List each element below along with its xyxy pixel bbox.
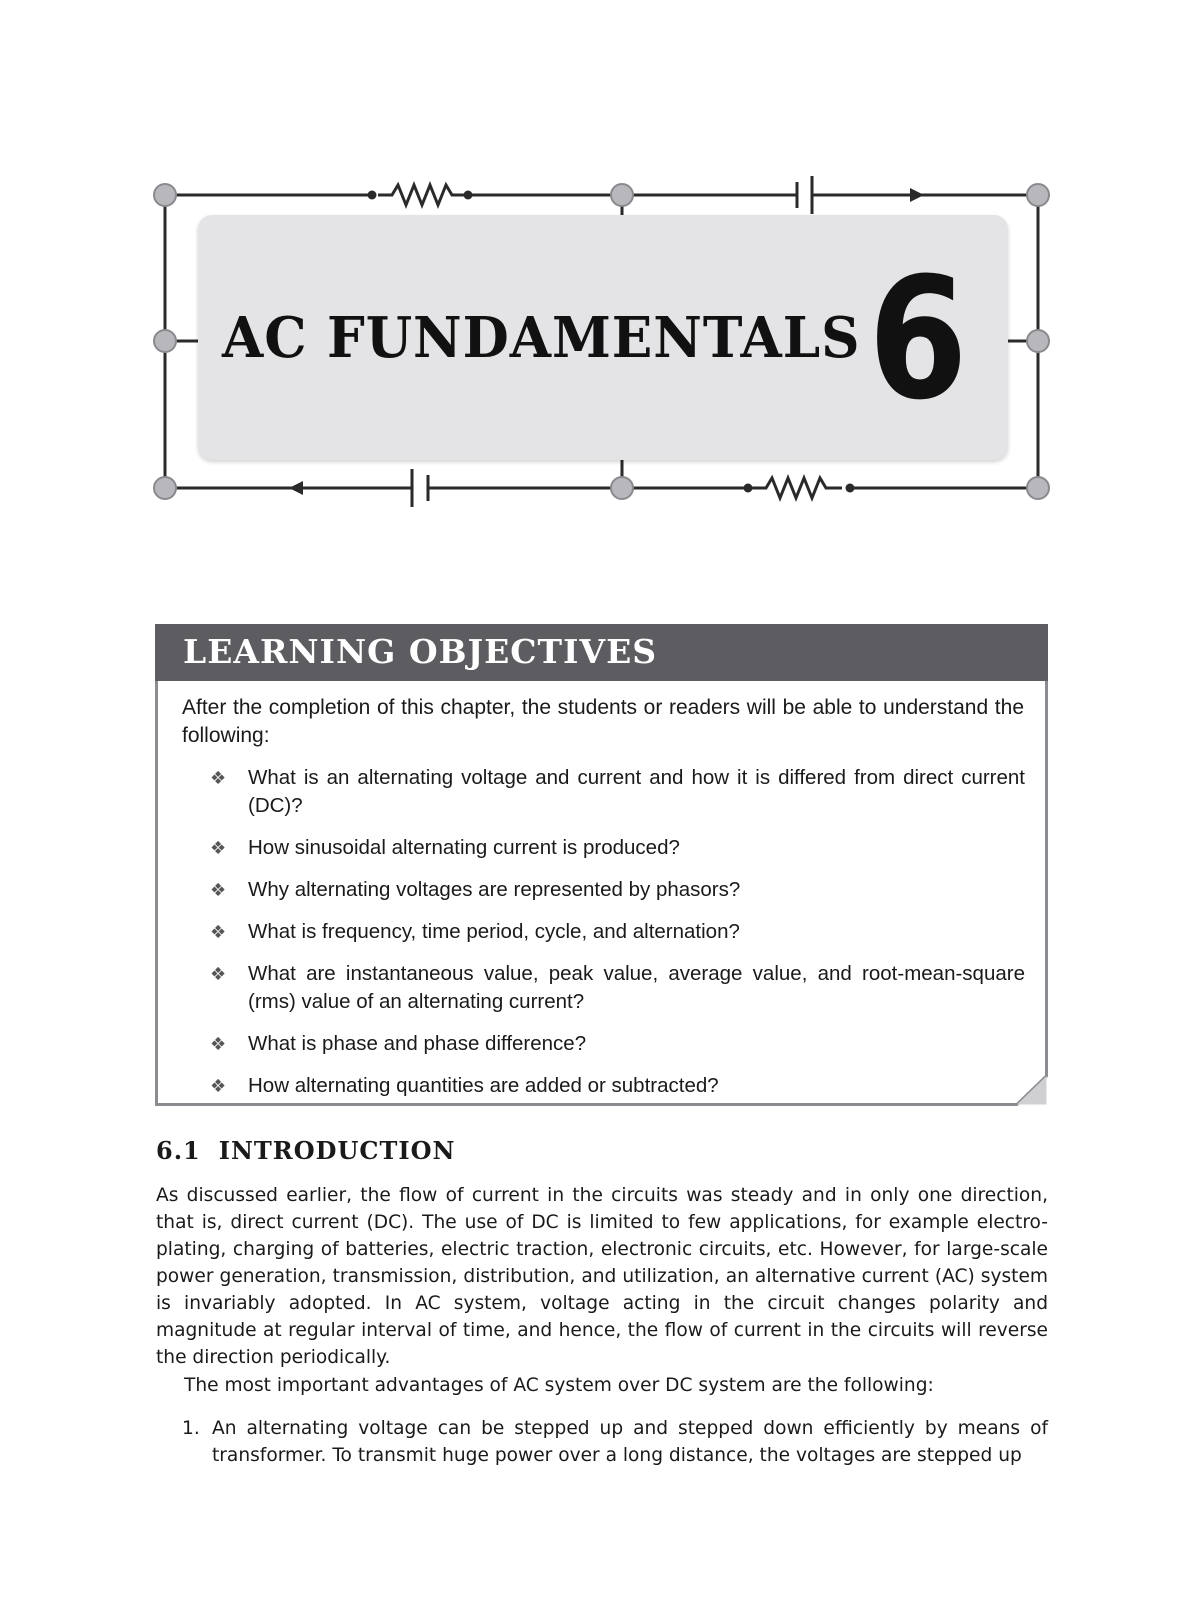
introduction-paragraph: As discussed earlier, the flow of current in the circuits was steady and in only one direction, that is, direct current (DC). The use of DC is limited to few applications, for example electro-plating, charging of batteries, electric traction, electronic circuits, etc. However, for large-scale power generation, transmission, distribution, and utilization, an alternative current (AC) system is invariably adopted. In AC system, voltage acting in the circuit changes polarity and magnitude at regular interval of time, and hence, the flow of current in the circuits will reverse the direction periodically. [156, 1185, 1048, 1368]
diamond-bullet-icon: ❖ [210, 1076, 227, 1097]
advantages-lead: The most important advantages of AC system over DC system are the following: [184, 1375, 934, 1396]
advantage-text: An alternating voltage can be stepped up and stepped down efficiently by means of transformer. To transmit huge power over a long distance, the voltages are stepped up [212, 1418, 1048, 1466]
node-bottom-right [1027, 477, 1049, 499]
node-mid-left [154, 330, 176, 352]
arrow-right-icon [910, 188, 924, 202]
objective-item [210, 1072, 1025, 1100]
objective-text: How alternating quantities are added or subtracted? [248, 1074, 719, 1097]
objective-item [210, 960, 1025, 1016]
diamond-bullet-icon: ❖ [210, 964, 227, 985]
section-number: 6.1 [156, 1136, 201, 1165]
objective-item [210, 918, 1025, 946]
objective-item [210, 876, 1025, 904]
objectives-intro: After the completion of this chapter, the students or readers will be able to understand the following: [182, 696, 1024, 747]
objective-text: How sinusoidal alternating current is produced? [248, 836, 680, 859]
node-top-right [1027, 184, 1049, 206]
section-title: INTRODUCTION [218, 1136, 456, 1165]
chapter-number: 6 [868, 241, 968, 437]
objective-text: What is frequency, time period, cycle, and alternation? [248, 920, 740, 943]
learning-objectives-box [155, 624, 1048, 1106]
objective-text: Why alternating voltages are represented by phasors? [248, 878, 741, 901]
arrow-left-icon [289, 481, 303, 495]
advantage-number: 1. [182, 1418, 200, 1439]
resistor-bottom [752, 478, 842, 498]
advantage-item [156, 1415, 1048, 1469]
diamond-bullet-icon: ❖ [210, 922, 227, 943]
objective-item [210, 834, 1025, 862]
objective-text: What is an alternating voltage and current and how it is differed from direct current (DC)? [248, 766, 1025, 817]
node-top-mid [611, 184, 633, 206]
objective-text: What is phase and phase difference? [248, 1032, 587, 1055]
chapter-title: AC FUNDAMENTALS [222, 305, 861, 371]
node-bottom-mid [611, 477, 633, 499]
diamond-bullet-icon: ❖ [210, 768, 227, 789]
advantages-list [156, 1415, 1048, 1469]
objective-text: What are instantaneous value, peak value, average value, and root-mean-square (rms) value of an alternating current? [248, 962, 1025, 1013]
diamond-bullet-icon: ❖ [210, 880, 227, 901]
objective-item [210, 1030, 1025, 1058]
node-top-left [154, 184, 176, 206]
section-heading [156, 1136, 455, 1165]
node-mid-right [1027, 330, 1049, 352]
resistor-top [378, 185, 466, 205]
objectives-heading: LEARNING OBJECTIVES [183, 632, 658, 671]
objectives-list [210, 764, 1025, 1114]
objective-item [210, 764, 1025, 820]
objectives-header-bar [155, 624, 1048, 681]
diamond-bullet-icon: ❖ [210, 1034, 227, 1055]
node-bottom-left [154, 477, 176, 499]
diamond-bullet-icon: ❖ [210, 838, 227, 859]
